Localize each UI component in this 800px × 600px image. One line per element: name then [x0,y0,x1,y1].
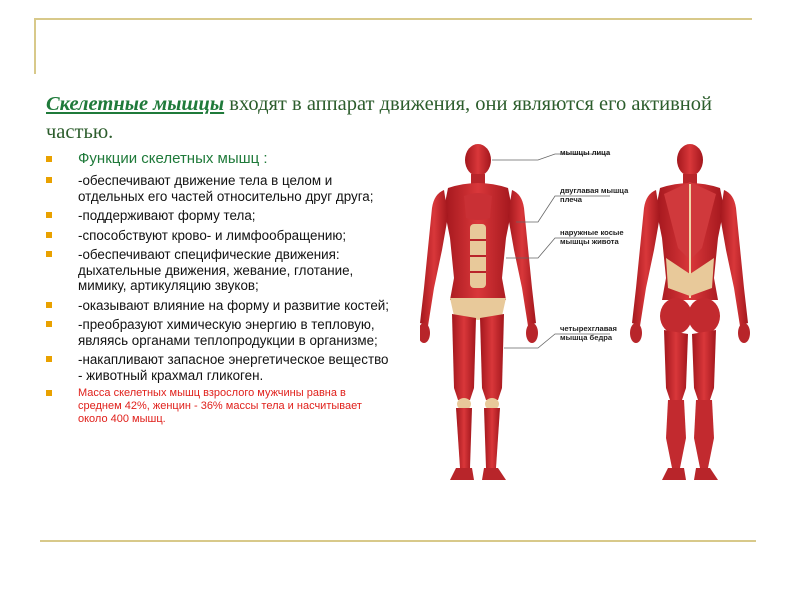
list-item [46,298,391,314]
title-emphasis: Скелетные мышцы [46,93,225,115]
callout-quadriceps: четырехглавая мышца бедра [560,324,617,342]
square-bullet-icon [46,356,52,362]
muscle-anatomy-figure [420,138,750,493]
list-item [46,317,391,348]
square-bullet-icon [46,177,52,183]
function-text: -оказывают влияние на форму и развитие костей; [78,297,390,313]
functions-heading: Функции скелетных мышц : [78,150,268,167]
frame-line-left [34,18,36,74]
square-bullet-icon [46,302,52,308]
square-bullet-icon [46,251,52,257]
function-text: -способствуют крово- и лимфообращению; [78,227,347,243]
callout-oblique-muscles: наружные косые мышцы живота [560,228,624,246]
callout-biceps: двуглавая мышца плеча [560,186,629,204]
function-text: -накапливают запасное энергетическое вещество - животный крахмал гликоген. [78,352,389,383]
square-bullet-icon [46,321,52,327]
muscle-mass-note: Масса скелетных мышц взрослого мужчины равна в среднем 42%, женцин - 36% массы тела и насчитывает около 400 мышц. [78,387,362,425]
callout-face-muscles: мышцы лица [560,148,611,157]
list-item [46,173,391,204]
front-body-figure [420,144,538,480]
title-rest: входят в аппарат движения, они являются его активной частью. [46,93,712,143]
list-item-heading [46,150,391,168]
function-text: -поддерживают форму тела; [78,208,256,223]
frame-line-bottom [40,540,756,542]
function-text: -преобразуют химическую энергию в тепловую, являясь органами теплопродукции в организме; [78,317,378,348]
list-item [46,208,391,224]
function-text: -обеспечивают движение тела в целом и отдельных его частей относительно друг друга; [78,173,374,204]
square-bullet-icon [46,232,52,238]
list-item [46,352,391,383]
list-item [46,228,391,244]
function-text: -обеспечивают специфические движения: дыхательные движения, жевание, глотание, мимику, артикуляцию звуков; [78,247,354,293]
frame-line-top [34,18,752,20]
callout-lines [492,154,610,348]
square-bullet-icon [46,156,52,162]
square-bullet-icon [46,390,52,396]
square-bullet-icon [46,212,52,218]
back-body-figure [630,144,750,480]
list-item-note [46,387,391,426]
list-item [46,247,391,294]
functions-list [46,150,391,430]
